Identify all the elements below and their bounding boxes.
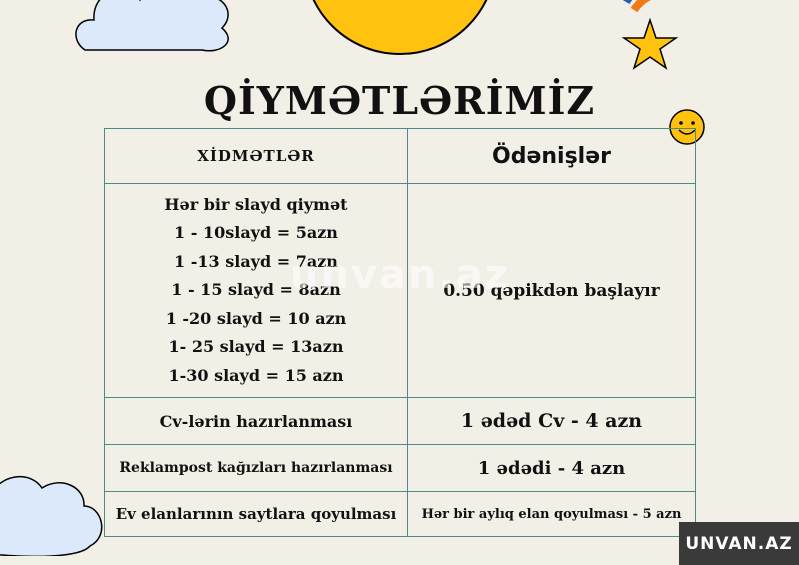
service-cell: Reklampost kağızları hazırlanması [105,445,408,492]
page-title: QİYMƏTLƏRİMİZ [203,78,596,123]
watermark: unvan.az [290,252,510,298]
table-row [105,492,696,537]
cloud-icon [70,0,240,55]
cloud-icon [0,466,105,556]
payment-cell: 1 ədədi - 4 azn [408,445,696,492]
table-row [105,445,696,492]
table-header-row [105,129,696,184]
payment-cell: Hər bir aylıq elan qoyulması - 5 azn [408,492,696,537]
slide-price-line: Hər bir slayd qiymət [164,194,348,214]
brand-badge[interactable]: UNVAN.AZ [679,522,799,565]
slide-price-line: 1 -20 slayd = 10 azn [165,308,347,328]
price-table [104,128,696,537]
service-cell: Ev elanlarının saytlara qoyulması [105,492,408,537]
slide-price-line: 1-30 slayd = 15 azn [168,365,344,385]
slide-price-line: 1 - 15 slayd = 8azn [171,280,341,300]
payment-cell: 1 ədəd Cv - 4 azn [408,398,696,445]
services-header: XİDMƏTLƏR [105,129,408,184]
payments-header: Ödənişlər [408,129,696,184]
slide-price-line: 1 - 10slayd = 5azn [174,223,338,243]
slide-price-line: 1- 25 slayd = 13azn [168,337,344,357]
payment-cell: 0.50 qəpikdən başlayır [408,184,696,398]
table-row [105,398,696,445]
service-cell: Cv-lərin hazırlanması [105,398,408,445]
slide-price-line: 1 -13 slayd = 7azn [174,251,338,271]
sun-icon [300,0,500,56]
